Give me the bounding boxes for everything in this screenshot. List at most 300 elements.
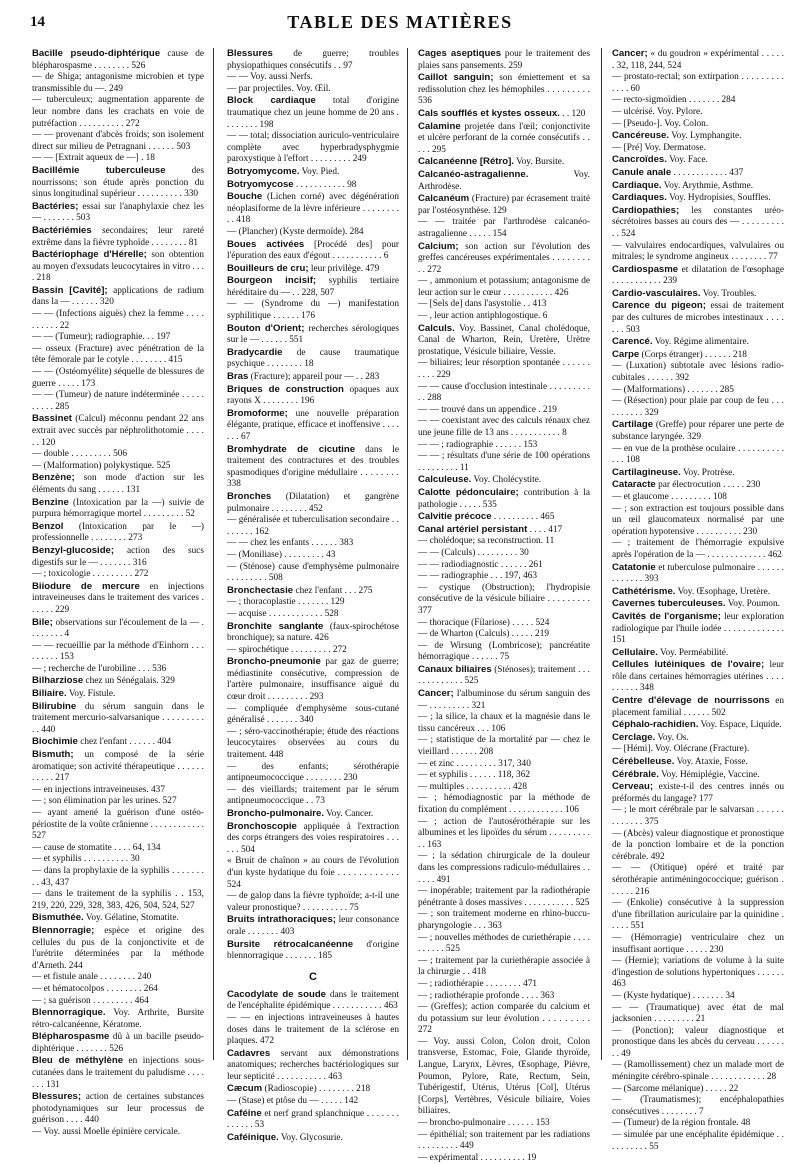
index-entry-text: Voy. Pied. (301, 166, 340, 177)
index-entry-text: action des sucs digestifs sur le — . . . . . . . 316 (32, 545, 204, 568)
index-entry-heading: Cérébrale. (612, 768, 659, 780)
index-entry-text: recherches sérologiques sur le — . . . . . . 551 (227, 323, 399, 346)
index-entry (612, 1003, 784, 1026)
index-entry-heading: Cardiaques. (612, 192, 667, 204)
index-entry (32, 367, 204, 390)
index-entry (612, 562, 784, 586)
index-entry-heading: Calcanéo-astragalienne. (418, 168, 529, 180)
index-entry-heading: Broncho-pneumonie (227, 656, 321, 668)
index-entry-text: — (Ramollissement) chez un malade mort de méningite cérébro-spinale . . . . . . . . . . . . 28 (612, 1060, 784, 1083)
index-entry-text: — épithélial; son traitement par les radiations . . . . . . . . . 449 (418, 1129, 590, 1152)
index-entry (418, 416, 590, 439)
index-entry (418, 991, 590, 1003)
index-entry-text: servant aux démonstrations anatomiques; recherches bactériologiques sur leur septicité . . . . . . . . . . . 463 (227, 1048, 399, 1082)
index-entry (227, 562, 399, 585)
index-entry-text: Voy. Hémiplégie, Vaccine. (661, 769, 760, 780)
index-entry (418, 440, 590, 452)
index-entry-text: Voy. Face. (669, 155, 708, 166)
index-entry-text: projetée dans l'œil; conjonctivite et ulcère perforant de la cornée consécutifs . . . . . 295 (418, 121, 590, 155)
index-entry-text: leur exploration radiologique par l'huile iodée . . . . . . . . . . . . . 151 (612, 611, 785, 646)
index-entry-text: — (Moniliase) . . . . . . . . . 43 (227, 549, 336, 560)
column-rule (213, 48, 214, 1060)
index-entry-text: . . . . 417 (529, 524, 563, 535)
index-entry-text: (Calcul) méconnu pendant 22 ans extrait avec succès par néphrolithotomie . . . . . . 120 (32, 414, 204, 448)
index-entry-text: Voy. Fistule. (68, 689, 116, 700)
index-entry (612, 107, 784, 119)
index-entry-text: — — en injections intraveineuses à hautes doses dans le traitement de la sclérose en plaques. 472 (227, 1012, 399, 1047)
index-entry-text: chez l'enfant . . . 275 (295, 585, 373, 596)
index-entry-text: — multiples . . . . . . . . . . 428 (418, 781, 527, 792)
index-entry-heading: Bleu de méthylène (32, 1055, 124, 1067)
index-entry (32, 664, 204, 676)
index-entry (612, 781, 784, 805)
index-entry-heading: Cataracte (612, 479, 656, 491)
index-entry-text: — expérimental . . . . . . . . . . 19 (418, 1152, 537, 1163)
index-entry (32, 95, 204, 130)
index-entry (227, 585, 399, 598)
index-entry (227, 48, 399, 72)
index-entry-heading: Cardiaque. (612, 179, 662, 191)
index-entry-heading: Bacillémie tuberculeuse (32, 164, 166, 176)
index-entry-text: par gaz de guerre; médiastinite consécutive, compression de l'artère pulmonaire, insuffisance aiguë du cœur droit . . . . . . . . . 293 (227, 657, 399, 703)
index-entry (227, 239, 399, 263)
index-entry-text: . . . . . . . . . . . . 437 (673, 167, 744, 178)
index-entry-text: Voy. Glycosurie. (280, 1132, 343, 1143)
index-entry-heading: Broncho-pulmonaire. (227, 808, 325, 819)
index-entry (612, 647, 784, 660)
index-entry-text: — en vue de la prothèse oculaire . . . . . . . . . . . . . 108 (612, 443, 784, 466)
index-entry-text: en injections sous-cutanées dans le traitement du paludisme . . . . . . . 131 (32, 1056, 204, 1090)
index-entry-heading: Cals soufflés et kystes osseux. (418, 107, 560, 119)
index-entry (612, 349, 784, 362)
index-entry (612, 205, 784, 241)
index-entry-text: — des vieillards; traitement par le sérum antipneumococcique . . 73 (227, 784, 399, 807)
index-entry-text: appliquée à l'extraction des corps étrangers des voies respiratoires . . . . . . 504 (227, 821, 400, 855)
index-entry (32, 785, 204, 797)
index-entry-heading: Blennorragique. (32, 1007, 106, 1019)
index-entry-heading: Bassin [Cavité]; (32, 284, 108, 296)
index-entry (32, 413, 204, 449)
index-entry-text: action de certaines substances photodynamiques sur leur processus de guérison . . . . 440 (32, 1092, 205, 1126)
index-entry (227, 656, 399, 703)
index-entry (612, 48, 784, 72)
index-entry (227, 84, 399, 96)
index-entry-text: de cause traumatique psychique . . . . . . . . 18 (227, 347, 399, 370)
index-entry-heading: Bromhydrate de cicutine (227, 443, 356, 455)
index-entry (418, 524, 590, 537)
index-entry-heading: Caféine (227, 1107, 262, 1119)
index-entry-text: — et syphilis . . . . . . . . . . 30 (32, 854, 140, 865)
section-letter: C (309, 970, 317, 983)
index-entry-heading: Bronchectasie (227, 584, 294, 596)
index-entry (32, 925, 204, 972)
index-entry (612, 719, 784, 732)
index-entry-text: total d'origine traumatique chez un jeune homme de 20 ans . . . . . . . . 198 (227, 96, 399, 130)
index-entry-text: — — (Tumeur) de nature indéterminée . . . . . . . . . . 285 (32, 390, 204, 412)
index-entry-text: un composé de la série aromatique; son activité thérapeutique . . . . . . . . . . . 217 (32, 750, 204, 784)
index-entry (32, 545, 204, 569)
index-entry-heading: Cerveau; (612, 781, 654, 793)
index-entry-text: l'albuminose du sérum sanguin des — . . . . . . . . . 321 (418, 689, 591, 711)
index-entry-text: — cause de stomatite . . . . 64, 134 (32, 842, 161, 853)
index-entry (227, 597, 399, 609)
index-entry-text: — ; nouvelles méthodes de curiethérapie . . . . . . . . . . 525 (418, 932, 590, 955)
index-entry-heading: Canaux biliaires (418, 663, 492, 675)
index-entry-heading: Bronchoscopie (227, 820, 297, 832)
index-entry (612, 805, 784, 828)
index-entry-text: — prostato-rectal; son extirpation . . . . . . . . . . . . . 60 (612, 72, 784, 94)
index-entry (227, 323, 399, 347)
index-entry (32, 390, 204, 413)
index-entry (32, 344, 204, 367)
index-entry-heading: Bismuthée. (32, 912, 84, 924)
index-entry-heading: Benzyl-glucoside; (32, 544, 115, 556)
index-entry (418, 217, 590, 240)
index-entry-text: dans le traitement des contractures et des troubles spasmodiques d'origine médullaire . . . . . . . . 338 (227, 444, 400, 490)
page-title: TABLE DES MATIÈRES (287, 12, 513, 32)
index-entry-text: Voy. Protrèse. (682, 467, 735, 478)
index-entry-text: — ; son extraction est toujours possible dans un œil glaucomateux normalisé par une opération hypotensive . . . . . . . . . . 230 (612, 503, 784, 537)
index-entry (227, 515, 399, 538)
index-entry-heading: Cavernes tuberculeuses. (612, 598, 726, 610)
index-entry-text: une nouvelle préparation élégante, pratique, efficace et inoffensive . . . . . . . 67 (227, 408, 399, 442)
index-entry (227, 704, 399, 727)
index-entry-heading: Cellulaire. (612, 646, 658, 658)
index-entry (227, 347, 399, 371)
index-entry (418, 241, 590, 277)
index-entry (227, 785, 399, 808)
index-entry (418, 851, 590, 886)
index-entry (227, 444, 399, 491)
index-entry-text: — Voy. aussi Colon, Colon droit, Colon transverse, Estomac, Foie, Glande thyroïde, Langue, Larynx, Lèvres, Œsophage, Pièvre, Poumon, Pylore, Rate, Rectum, Sein, Tubérigestif, Utérus, Utérus [Col], Utérus [Corps], Vertèbres, Vésicule biliaire, Voies biliaires. (418, 1036, 590, 1117)
index-entry-text: — ; traitement par la curiethérapie associée à la chirurgie . . 418 (418, 955, 590, 978)
index-entry-text: — — (Tumeur); radiographie. . . 197 (32, 332, 171, 343)
index-entry-text: — des enfants; sérothérapie antipneumococcique . . . . . . . . 230 (227, 761, 399, 784)
index-entry-heading: Cathétérisme. (612, 585, 676, 597)
index-entry-text: des nourrissons; son étude après ponction du sinus longitudinal supérieur . . . . . . . . . . 330 (32, 165, 205, 200)
index-entry (612, 130, 784, 143)
index-entry (227, 621, 399, 645)
index-entry (227, 727, 399, 762)
index-entry-heading: Calcium; (418, 240, 459, 252)
index-entry (612, 336, 784, 349)
index-entry-heading: Botryomycome. (227, 165, 300, 177)
index-entry (227, 762, 399, 785)
index-entry (32, 641, 204, 664)
index-column-2 (227, 48, 399, 1144)
index-entry (418, 358, 590, 381)
index-entry (612, 538, 784, 561)
index-entry-text: — ; action de l'autosérothérapie sur les albumines et les lipoïdes du sérum . . . . . . . . . . . 163 (418, 816, 590, 850)
index-entry-text: — — (Syndrome du —) manifestation syphilitique . . . . . . 176 (227, 299, 399, 322)
index-entry-text: (Radioscopie) . . . . . . . . 218 (264, 1084, 371, 1095)
index-entry-heading: Cardiospasme (612, 263, 679, 275)
index-entry (227, 1013, 399, 1048)
index-entry-text: syphilis tertiaire héréditaire du — . . 228, 507 (227, 276, 399, 298)
index-entry (612, 586, 784, 599)
index-entry-text: Voy. Ataxie, Fosse. (676, 757, 748, 768)
index-entry-text: — ; hémodiagnostic par la méthode de fixation du complément . . . . . . . . . . . . 106 (418, 793, 590, 815)
index-entry-text: — — cause d'occlusion intestinale . . . . . . . . . . . 288 (418, 381, 590, 404)
index-entry-heading: Caféinique. (227, 1131, 279, 1143)
index-entry-text: les constantes uréo-sécrétoires basses au cours des — . . . . . . . . . . . 524 (612, 205, 784, 239)
index-entry (32, 688, 204, 701)
index-entry (227, 166, 399, 179)
index-entry (612, 1118, 784, 1130)
index-entry (418, 405, 590, 417)
index-entry (418, 323, 590, 359)
index-entry (227, 227, 399, 239)
index-entry-text: — — Voy. aussi Nerfs. (227, 72, 313, 83)
index-entry (418, 108, 590, 121)
index-entry-text: — (Traumatismes); encéphalopathies consécutives . . . . . . . . 7 (612, 1095, 784, 1117)
index-entry (418, 474, 590, 487)
index-entry (227, 1048, 399, 1084)
index-entry-heading: Calvitie précoce (418, 511, 492, 523)
index-entry-text: Voy. Bursite. (516, 157, 565, 168)
index-entry (227, 1083, 399, 1096)
index-entry (418, 1118, 590, 1130)
index-entry (612, 695, 784, 719)
index-entry (418, 641, 590, 664)
index-entry-text: (Greffe) pour réparer une perte de substance laryngée. 329 (612, 420, 784, 442)
index-entry (32, 796, 204, 808)
index-entry (612, 192, 784, 205)
index-entry-text: — (Plancher) (Kyste dermoïde). 284 (227, 226, 364, 237)
index-entry (227, 299, 399, 322)
index-entry-text: — compliquée d'emphysème sous-cutané généralisé . . . . . . . 340 (227, 703, 399, 726)
index-entry-text: Voy. Cholécystite. (473, 475, 542, 486)
index-entry (32, 201, 204, 225)
index-entry-heading: Centre d'élevage de nourrissons (612, 695, 770, 707)
index-entry-heading: Bactéries; (32, 200, 79, 212)
index-entry-text: — et hématocolpos . . . . . . . . 264 (32, 983, 158, 994)
index-entry (612, 1060, 784, 1083)
index-entry-heading: Cartilagineuse. (612, 466, 681, 478)
index-entry-text: — — ; résultats d'une série de 100 opérations . . . . . . . . . 11 (418, 451, 590, 473)
index-entry-text: — thoracique (Filariose) . . . . . 524 (418, 617, 550, 628)
index-entry (32, 130, 204, 153)
index-entry (32, 984, 204, 996)
index-entry (612, 933, 784, 956)
index-entry-text: (Intoxication par le —) professionnelle . . . . . . . . 273 (32, 521, 204, 544)
index-entry-text: et dilatation de l'œsophage . . . . . . . . . . . 239 (612, 264, 784, 287)
index-entry-text: . . 120 (562, 108, 586, 119)
index-entry-text: — (Tumeur) de la région frontale. 48 (612, 1118, 751, 1129)
index-entry-text: — cystique (Obstruction); l'hydropisie consécutive de la vésicule biliaire . . . . . . . . . 377 (418, 582, 590, 616)
index-entry-text: espèce et origine des cellules du pus de la conjonctivite et de l'urétrite déterminées par la méthode d'Arneth. 244 (32, 925, 204, 971)
index-column-1 (32, 48, 204, 1139)
index-entry-text: — — ; radiographie . . . . . . 153 (418, 439, 538, 450)
index-entry-text: — — (Infections aiguës) chez la femme . . . . . . . . . . 22 (32, 309, 204, 331)
index-entry-text: — ; le mort cérébrale par le salvarsan . . . . . . . . . . . . . 375 (612, 805, 784, 827)
index-entry (418, 193, 590, 217)
index-entry-text: — — radiodiagnostic . . . . . . 261 (418, 559, 543, 570)
index-entry-text: — de Shiga; antagonisme microbien et type transmissible du —. 249 (32, 72, 204, 94)
index-entry (612, 288, 784, 301)
index-entry (227, 95, 399, 131)
index-entry (612, 1130, 784, 1153)
index-entry (227, 645, 399, 657)
index-entry-text: — (Hémorragie) ventriculaire chez un insuffisant aortique . . . . . 230 (612, 932, 784, 955)
index-entry (418, 770, 590, 782)
index-entry-text: contribution à la pathologie . . . . . 535 (418, 487, 590, 510)
index-entry-text: — et fistule anale . . . . . . . . 240 (32, 972, 152, 983)
index-entry-heading: Cérébelleuse. (612, 756, 675, 768)
index-entry-heading: Bismuth; (32, 749, 74, 761)
index-entry (612, 504, 784, 539)
index-entry-text: — généralisée et tuberculisation secondaire . . . . . . . . 162 (227, 515, 399, 537)
index-entry-heading: Calotte pédonculaire; (418, 486, 519, 498)
index-entry-heading: Bilirubine (32, 700, 77, 712)
index-entry-text: Voy. Régime alimentaire. (654, 337, 749, 348)
index-entry (32, 889, 204, 912)
index-entry (418, 664, 590, 688)
index-entry (227, 131, 399, 166)
index-entry-heading: Cavités de l'organisme; (612, 610, 721, 622)
index-entry (32, 996, 204, 1008)
index-entry-heading: Cerclage. (612, 731, 656, 743)
index-entry-text: — acquise . . . . . . . . . . . . 528 (227, 608, 339, 619)
index-entry-text: — (Sarcome mélanique) . . . . . 22 (612, 1083, 739, 1094)
index-entry-text: — de galop dans la fièvre typhoïde; a-t-il une valeur pronostique? . . . . . . . . . . 75 (227, 891, 399, 913)
index-entry-text: dû à un bacille pseudo-diphtérique . . . . . . . 526 (32, 1032, 205, 1054)
index-entry-text: — broncho-pulmonaire . . . . . . 153 (418, 1118, 550, 1129)
index-entry (612, 744, 784, 756)
index-entry (32, 843, 204, 855)
index-entry-text: — ; traitement de l'hémorragie expulsive après l'opération de la — . . . . . . . . . . . . . 462 (612, 538, 784, 560)
index-entry-heading: Cæcum (227, 1083, 263, 1095)
index-entry-text: — dans le traitement de la syphilis . . 153, 219, 220, 229, 328, 383, 426, 504, 524, 527 (32, 889, 204, 911)
index-entry (227, 1096, 399, 1108)
index-entry-text: — de Wirsung (Lombricose); pancréatite hémorragique . . . . . . 75 (418, 640, 590, 663)
index-entry (418, 511, 590, 524)
index-entry-text: — — (Calculs) . . . . . . . . . 30 (418, 547, 529, 558)
index-entry (32, 569, 204, 581)
index-entry-heading: Céphalo-rachidien. (612, 719, 699, 731)
index-entry-heading: Carpe (612, 348, 640, 360)
index-entry (418, 1037, 590, 1118)
index-entry-heading: Calculs. (418, 322, 455, 334)
index-entry (418, 817, 590, 852)
index-entry (418, 121, 590, 157)
index-entry-text: Voy. Bassinet, Canal cholédoque, Canal de Wharton, Rein, Uretère, Urètre prostatique, Vésicule biliaire, Vessie. (418, 323, 591, 357)
index-entry (32, 497, 204, 521)
index-entry (418, 583, 590, 618)
index-entry (612, 1026, 784, 1061)
index-entry-heading: Briques de construction (227, 383, 344, 395)
index-entry-text: — (Hernie); variations de volume à la suite d'ingestion de solutions hypertoniques . . . . . . 463 (612, 956, 784, 990)
index-entry (418, 886, 590, 909)
index-entry (32, 972, 204, 984)
index-entry (612, 956, 784, 991)
page-header (0, 12, 800, 34)
index-entry-text: leur privilège. 479 (310, 263, 380, 274)
index-entry-text: — (Malformations) . . . . . . . 285 (612, 384, 734, 395)
index-entry (227, 856, 399, 891)
column-rule (601, 48, 602, 1060)
index-entry-text: — cholédoque; sa reconstruction. 11 (418, 536, 555, 547)
index-entry-heading: Bromoforme; (227, 407, 288, 419)
index-entry-text: (Dilatation) et gangrène pulmonaire . . . . . . . . 452 (227, 491, 399, 514)
index-column-3 (418, 48, 590, 1164)
index-entry (32, 165, 204, 201)
index-entry (32, 912, 204, 925)
index-entry (418, 618, 590, 630)
index-entry (612, 1095, 784, 1118)
index-entry-text: — — (Ostéomyélite) séquelle de blessures de guerre . . . . . 173 (32, 367, 204, 389)
index-entry-heading: Cacodylate de soude (227, 988, 327, 1000)
index-entry-heading: Benzène; (32, 472, 75, 484)
index-entry-text: Voy. Arthrite, Bursite rétro-calcanéenne, Kératome. (32, 1008, 205, 1030)
index-entry-text: « du goudron » expérimental . . . . . . 32, 118, 244, 524 (612, 49, 784, 71)
index-entry (227, 72, 399, 84)
index-entry (32, 449, 204, 461)
index-entry-heading: Boues activées (227, 238, 305, 250)
index-entry-text: — ; séro-vaccinothérapie; étude des réactions leucocytaires observées au cours du traitement. 448 (227, 726, 399, 761)
index-entry-text: — (Greffes); action comparée du calcium et du potassium sur leur évolution . . . . . . . . . 272 (418, 1002, 590, 1036)
index-entry-text: — (Kyste hydatique) . . . . . . . 34 (612, 990, 735, 1001)
index-entry-text: leur rôle dans certaines hémorragies utérines . . . . . . . . . . 348 (612, 660, 785, 694)
index-entry (612, 1084, 784, 1096)
index-entry (227, 609, 399, 621)
index-entry (32, 153, 204, 165)
index-entry (32, 472, 204, 496)
index-entry-text: — et syphilis . . . . . . 118, 362 (418, 770, 530, 781)
index-entry (612, 598, 784, 611)
index-entry (418, 909, 590, 932)
index-entry-text: — ulcérisé. Voy. Pylore. (612, 106, 703, 117)
index-entry-text: — — total; dissociation auriculo-ventriculaire complète avec hyperbradysphygmie paroxystique à l'effort . . . . . . . . . 249 (227, 131, 399, 165)
index-entry-text: Voy. Arythmie, Asthme. (663, 180, 754, 191)
index-entry-text: — (Malformation) polykystique. 525 (32, 460, 171, 471)
index-entry (227, 1132, 399, 1145)
index-entry-text: — — [Extrait aqueux de —] . 18 (32, 153, 155, 164)
index-entry-text: — ; statistique de la mortalité par — chez le vieillard . . . . . . 208 (418, 735, 590, 758)
index-entry (612, 72, 784, 95)
index-entry-text: — ayant amené la guérison d'une ostéo-périostite de la voûte crânienne . . . . . . . . . . . . 527 (32, 808, 204, 842)
index-entry-text: — [Hémi]. Voy. Olécrane (Fracture). (612, 744, 750, 755)
index-entry-heading: Bacille pseudo-diphtérique (32, 48, 161, 59)
index-entry (612, 167, 784, 180)
index-entry (227, 1108, 399, 1132)
index-entry-text: (Fracture) par écrasement traité par l'ostéosynthèse. 129 (418, 194, 590, 216)
index-entry-heading: Cartilage (612, 419, 654, 431)
index-entry (418, 451, 590, 474)
index-entry (227, 538, 399, 550)
index-entry (32, 48, 204, 72)
index-entry-heading: Bassinet (32, 413, 72, 425)
index-entry-text: — — provenant d'abcès froids; son isolement direct sur milieu de Petragnani . . . . . . 503 (32, 130, 204, 152)
index-entry-text: — de Wharton (Calculs) . . . . . 219 (418, 629, 549, 640)
index-entry (227, 191, 399, 227)
index-entry-text: leur consonance orale . . . . . . . 403 (227, 915, 399, 937)
index-entry-heading: Caillot sanguin; (418, 72, 494, 84)
index-entry (418, 299, 590, 311)
index-entry (612, 863, 784, 898)
index-entry-heading: Cardio-vasculaires. (612, 287, 701, 299)
index-entry-heading: Cancroïdes. (612, 154, 667, 166)
index-entry (32, 309, 204, 332)
index-entry (32, 225, 204, 249)
index-entry-text: — (Sténose) cause d'emphysème pulmonaire . . . . . . . . . 508 (227, 561, 399, 584)
index-entry-heading: Bile; (32, 616, 53, 628)
index-entry-text: par électrocution . . . . . 230 (658, 480, 761, 491)
index-entry (32, 749, 204, 785)
index-entry-text: essai sur l'anaphylaxie chez les — . . . . . . . 503 (32, 201, 205, 224)
index-entry-text: — ; son traitement moderne en rhino-buccu-pharyngologie . . . 363 (418, 909, 590, 931)
index-entry-text: — et glaucome . . . . . . . . . 108 (612, 491, 727, 502)
